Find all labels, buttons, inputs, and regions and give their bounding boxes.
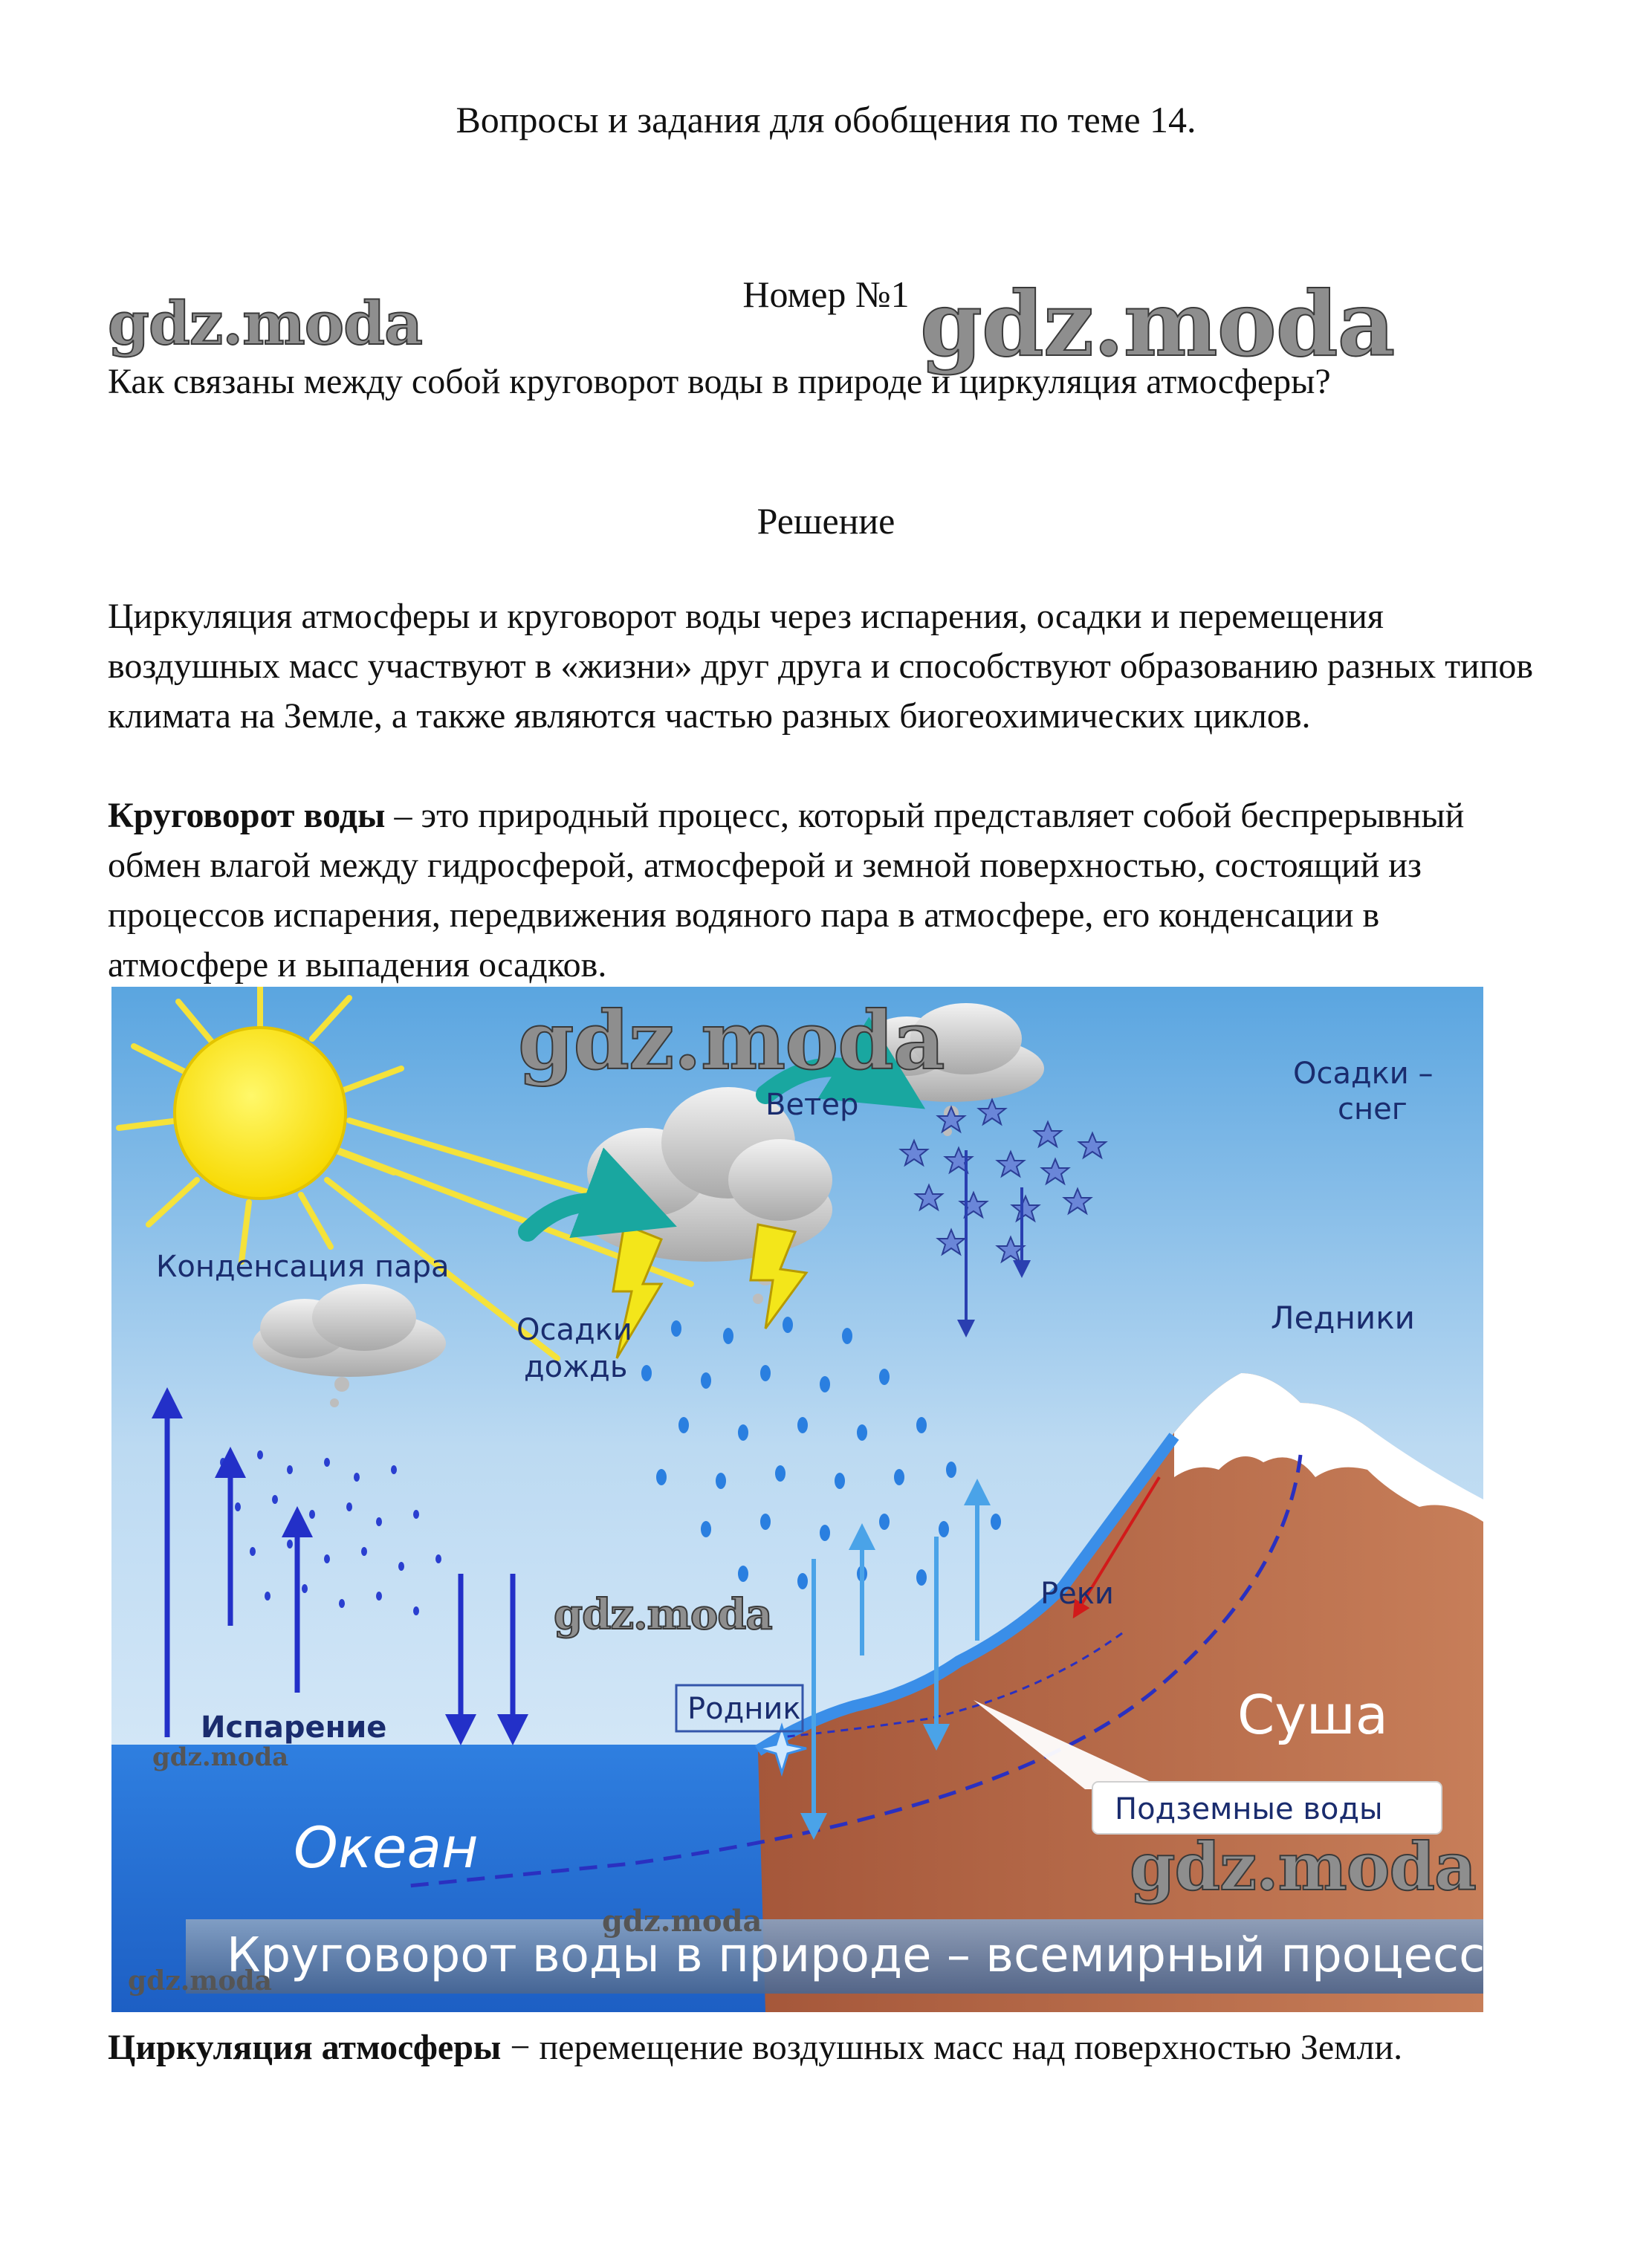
label-rivers: Реки xyxy=(1040,1577,1114,1611)
task-number: Номер №1 xyxy=(742,273,910,315)
solution-heading: Решение xyxy=(757,500,895,542)
definition-text: − перемещение воздушных масс над поверхностью Земли. xyxy=(501,2028,1403,2067)
label-wind: Ветер xyxy=(765,1088,859,1122)
watermark: gdz.moda xyxy=(554,1590,772,1639)
label-spring: Родник xyxy=(687,1692,801,1726)
label-snow-2: снег xyxy=(1338,1092,1408,1126)
watermark: gdz.moda xyxy=(108,288,422,358)
label-land: Суша xyxy=(1237,1684,1388,1746)
circulation-definition xyxy=(108,2023,1546,2072)
label-ocean: Океан xyxy=(294,1814,479,1881)
definition-text: – это природный процесс, который представляет собой беспрерывный обмен влагой между гидросферой, атмосферой и земной поверхностью, состоящий из процессов испарения, передвижения водяного пара в атмосфере, его конденсации в атмосфере и выпадения осадков. xyxy=(108,796,1465,985)
label-snow-1: Осадки – xyxy=(1293,1057,1434,1091)
label-rain-1: Осадки xyxy=(516,1313,632,1347)
watermark: gdz.moda xyxy=(152,1742,289,1772)
watermark: gdz.moda xyxy=(128,1965,272,1997)
solution-paragraph: Циркуляция атмосферы и круговорот воды через испарения, осадки и перемещения воздушных масс участвуют в «жизни» друг друга и способствуют образованию разных типов климата на Земле, а также являются частью разных биогеохимических циклов. xyxy=(108,597,1534,736)
watermark: gdz.moda xyxy=(1130,1828,1477,1905)
label-groundwater: Подземные воды xyxy=(1115,1792,1383,1826)
question-text: Как связаны между собой круговорот воды в природе и циркуляция атмосферы? xyxy=(108,362,1331,401)
banner-caption: Круговорот воды в природе – всемирный процесс xyxy=(227,1928,1483,1983)
watermark: gdz.moda xyxy=(518,994,945,1088)
watermark: gdz.moda xyxy=(920,272,1395,377)
term-circulation: Циркуляция атмосферы xyxy=(108,2028,502,2067)
label-condensation: Конденсация пара xyxy=(156,1250,450,1284)
water-cycle-definition xyxy=(108,791,1546,990)
label-evaporation: Испарение xyxy=(201,1710,387,1745)
term-water-cycle: Круговорот воды xyxy=(108,796,386,835)
label-rain-2: дождь xyxy=(524,1350,628,1384)
page-title: Вопросы и задания для обобщения по теме 14. xyxy=(456,99,1196,140)
watermark: gdz.moda xyxy=(602,1904,762,1939)
label-glaciers: Ледники xyxy=(1271,1300,1415,1336)
